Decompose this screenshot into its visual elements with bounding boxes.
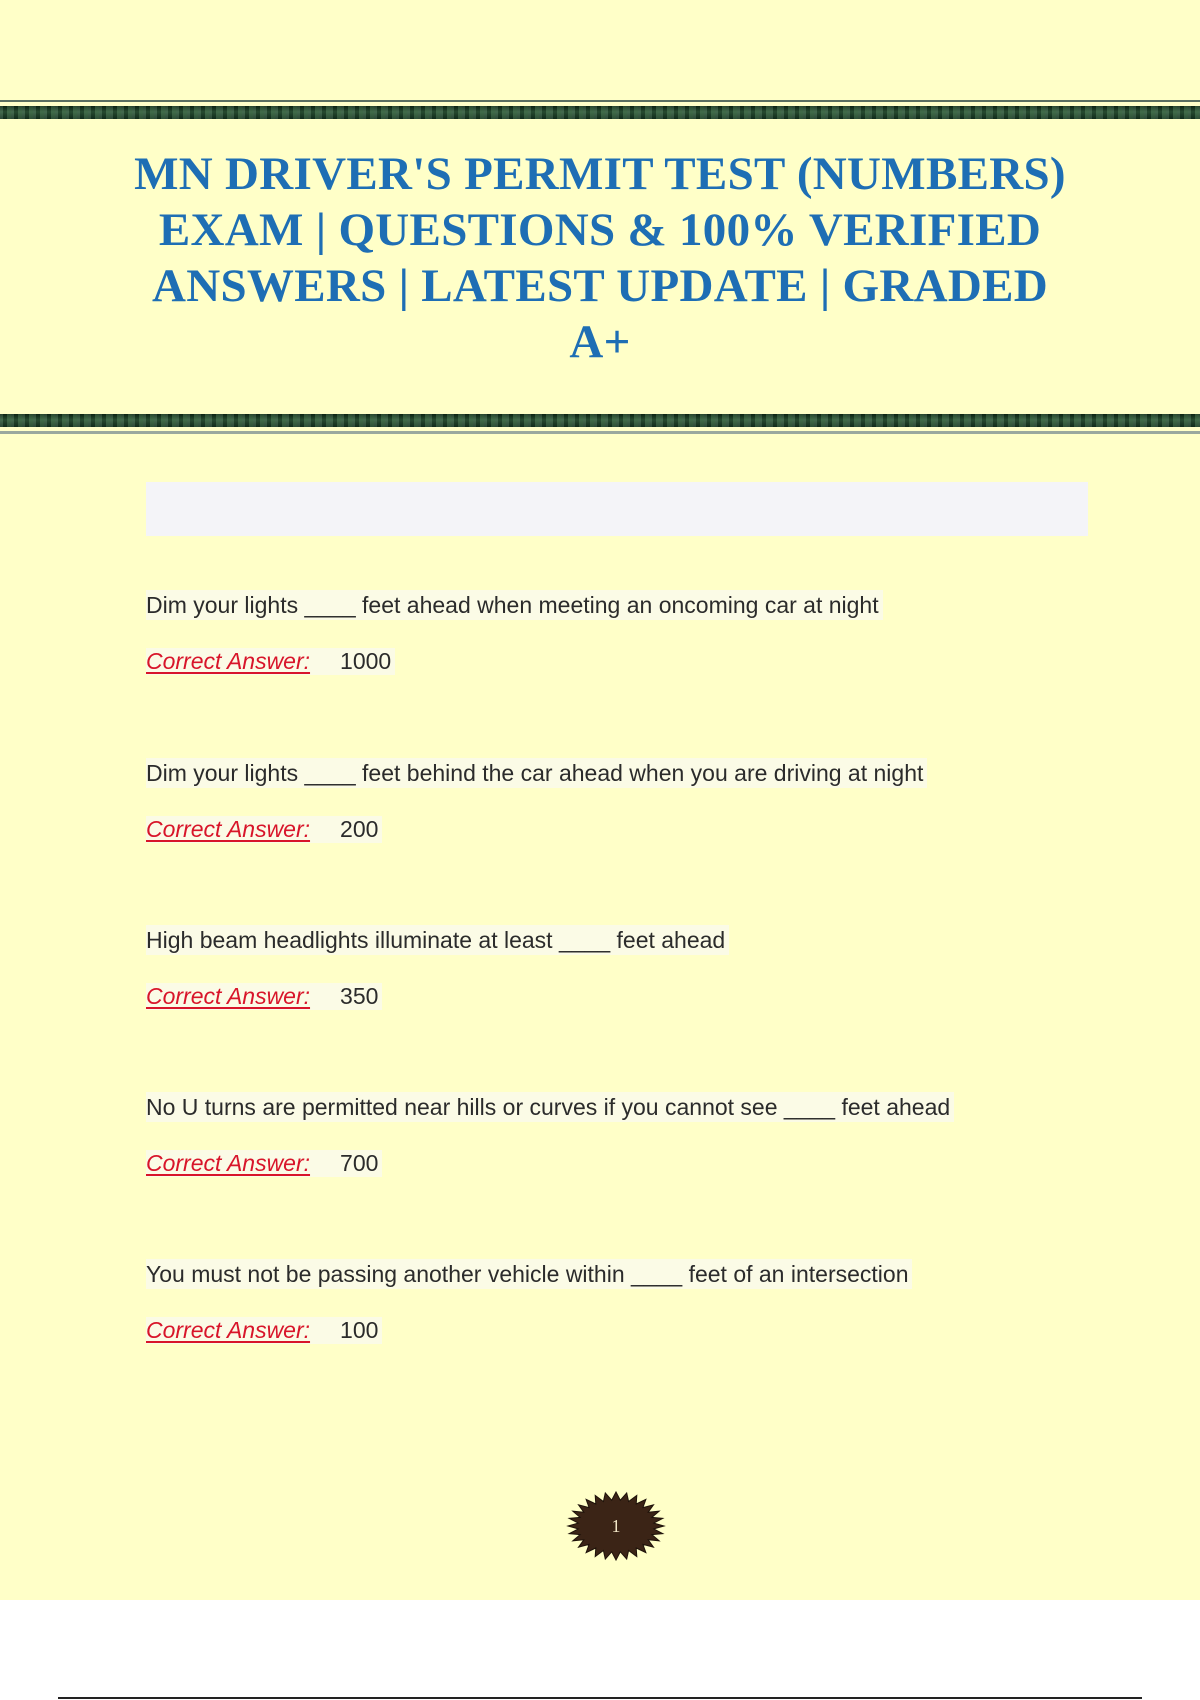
answer-row xyxy=(146,1148,1086,1178)
header-top-band xyxy=(0,106,1200,119)
answer-value: 700 xyxy=(314,1150,382,1177)
question-text: Dim your lights ____ feet ahead when meeting an oncoming car at night xyxy=(146,590,883,620)
header-border-line xyxy=(0,100,1200,102)
document-title: MN DRIVER'S PERMIT TEST (NUMBERS) EXAM | QUESTIONS & 100% VERIFIED ANSWERS | LATEST UPDATE | GRADED A+ xyxy=(134,148,1066,368)
header-divider-line xyxy=(0,431,1200,434)
answer-value: 1000 xyxy=(314,648,395,675)
qa-item xyxy=(146,1259,1086,1345)
answer-row xyxy=(146,646,1086,676)
header-bottom-band xyxy=(0,414,1200,427)
answer-row xyxy=(146,814,1086,844)
qa-item xyxy=(146,590,1086,676)
empty-banner xyxy=(146,482,1088,536)
correct-answer-label: Correct Answer: xyxy=(146,816,314,843)
answer-row xyxy=(146,981,1086,1011)
answer-value: 350 xyxy=(314,983,382,1010)
question-text: No U turns are permitted near hills or curves if you cannot see ____ feet ahead xyxy=(146,1092,954,1122)
qa-item xyxy=(146,1092,1086,1178)
page-number: 1 xyxy=(611,1516,621,1536)
question-text: You must not be passing another vehicle within ____ feet of an intersection xyxy=(146,1259,912,1289)
answer-value: 100 xyxy=(314,1317,382,1344)
question-text: Dim your lights ____ feet behind the car ahead when you are driving at night xyxy=(146,758,927,788)
correct-answer-label: Correct Answer: xyxy=(146,1150,314,1177)
qa-item xyxy=(146,925,1086,1011)
answer-value: 200 xyxy=(314,816,382,843)
correct-answer-label: Correct Answer: xyxy=(146,983,314,1010)
qa-item xyxy=(146,758,1086,844)
footer-rule xyxy=(58,1697,1142,1699)
correct-answer-label: Correct Answer: xyxy=(146,648,314,675)
answer-row xyxy=(146,1315,1086,1345)
page-number-badge xyxy=(566,1490,666,1562)
question-text: High beam headlights illuminate at least ____ feet ahead xyxy=(146,925,729,955)
correct-answer-label: Correct Answer: xyxy=(146,1317,314,1344)
